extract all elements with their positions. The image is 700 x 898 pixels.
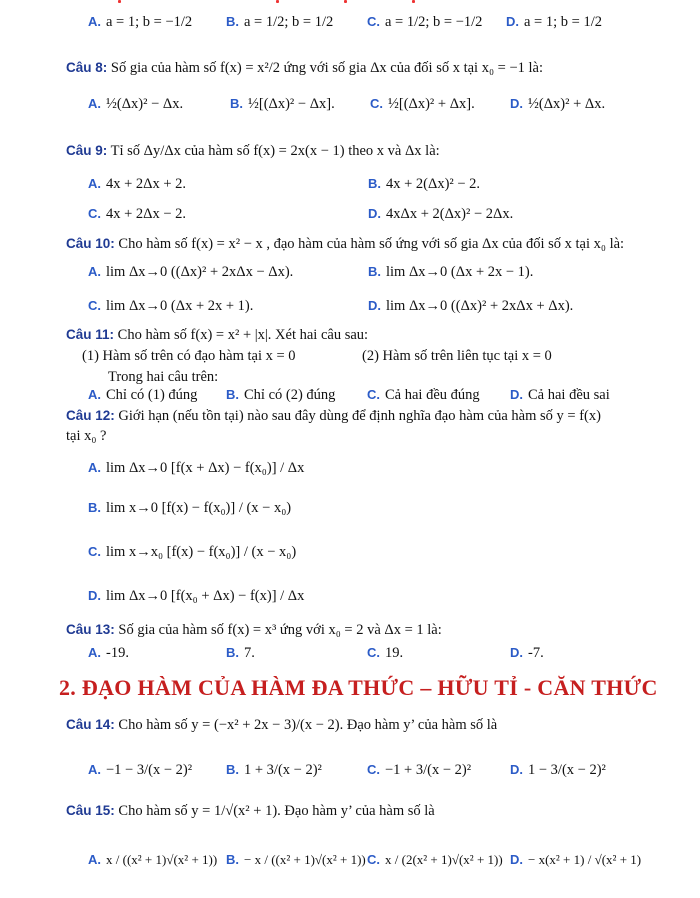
option-letter: D. [88,588,101,603]
q11-heading: Câu 11: [66,327,115,342]
q8-text: Số gia của hàm số f(x) = x²/2 ứng với số gia Δx của đối số x tại x₀ = −1 là: [110,60,543,76]
q15-option-a: A. x / ((x² + 1)√(x² + 1)) [88,852,218,867]
option-letter: B. [88,500,101,515]
q8-option-c: C. ½[(Δx)² + Δx]. [370,96,475,112]
q11-option-a: A. Chỉ có (1) đúng [88,387,198,403]
q15-option-b: B. − x / ((x² + 1)√(x² + 1)) [226,852,366,867]
q8-heading: Câu 8: [66,60,108,75]
q8-question [66,60,700,77]
q8-option-d: D. ½(Δx)² + Δx. [510,96,606,112]
q11-question [66,327,700,344]
option-letter: B. [230,96,243,111]
option-letter: C. [367,852,380,867]
q13-option-b: B. 7. [226,645,255,661]
option-letter: A. [88,264,101,279]
q15-option-c: C. x / (2(x² + 1)√(x² + 1)) [367,852,503,867]
option-letter: A. [88,14,101,29]
option-letter: A. [88,387,101,402]
q7-option-c: C. a = 1/2; b = −1/2 [367,14,483,30]
option-letter: D. [368,206,381,221]
q9-question [66,143,700,160]
q14-text: Cho hàm số y = (−x² + 2x − 3)/(x − 2). Đạo hàm y’ của hàm số là [118,717,498,733]
q11-text: Cho hàm số f(x) = x² + |x|. Xét hai câu sau: [117,327,369,343]
q8-option-b: B. ½[(Δx)² − Δx]. [230,96,335,112]
q14-question [66,717,700,734]
option-letter: B. [226,852,239,867]
q14-option-a: A. −1 − 3/(x − 2)² [88,762,193,778]
option-letter: A. [88,460,101,475]
q13-option-a: A. -19. [88,645,129,661]
q10-heading: Câu 10: [66,236,115,251]
option-letter: B. [226,762,239,777]
q8-option-a: A. ½(Δx)² − Δx. [88,96,184,112]
top-decoration [0,0,700,4]
q10-question [66,236,700,253]
option-letter: C. [370,96,383,111]
q7-option-a: A. a = 1; b = −1/2 [88,14,193,30]
option-letter: A. [88,96,101,111]
q15-heading: Câu 15: [66,803,115,818]
q15-text: Cho hàm số y = 1/√(x² + 1). Đạo hàm y’ của hàm số là [118,803,435,819]
q13-text: Số gia của hàm số f(x) = x³ ứng với x₀ = 2 và Δx = 1 là: [118,622,442,638]
q12-option-c: C. lim x→x₀ [f(x) − f(x₀)] / (x − x₀) [88,544,297,560]
option-letter: D. [510,387,523,402]
q7-option-d: D. a = 1; b = 1/2 [506,14,602,30]
option-letter: C. [88,298,101,313]
q7-option-b: B. a = 1/2; b = 1/2 [226,14,334,30]
q12-heading: Câu 12: [66,408,115,423]
q15-option-d: D. − x(x² + 1) / √(x² + 1) [510,852,642,867]
q14-heading: Câu 14: [66,717,115,732]
q10-option-d: D. lim Δx→0 ((Δx)² + 2xΔx + Δx). [368,298,574,314]
option-letter: C. [88,544,101,559]
q10-option-a: A. lim Δx→0 ((Δx)² + 2xΔx − Δx). [88,264,294,280]
q11-statement-1: (1) Hàm số trên có đạo hàm tại x = 0 [82,348,296,364]
option-letter: C. [367,387,380,402]
q12-text: Giới hạn (nếu tồn tại) nào sau đây dùng để định nghĩa đạo hàm của hàm số y = f(x) [118,408,601,424]
q10-text: Cho hàm số f(x) = x² − x , đạo hàm của hàm số ứng với số gia Δx của đối số x tại x₀ là: [118,236,625,252]
q13-heading: Câu 13: [66,622,115,637]
option-letter: B. [368,264,381,279]
option-letter: A. [88,852,101,867]
q9-option-a: A. 4x + 2Δx + 2. [88,176,187,192]
option-letter: A. [88,645,101,660]
option-letter: D. [510,762,523,777]
q11-option-b: B. Chỉ có (2) đúng [226,387,336,403]
q9-heading: Câu 9: [66,143,108,158]
option-letter: D. [510,645,523,660]
q13-question [66,622,700,639]
q13-option-d: D. -7. [510,645,544,661]
q11-intro: Trong hai câu trên: [108,369,219,385]
q12-option-d: D. lim Δx→0 [f(x₀ + Δx) − f(x)] / Δx [88,588,305,604]
option-letter: D. [506,14,519,29]
option-letter: D. [510,96,523,111]
q11-option-d: D. Cả hai đều sai [510,387,610,403]
q15-question [66,803,700,820]
q11-statement-2: (2) Hàm số trên liên tục tại x = 0 [362,348,552,364]
option-letter: D. [510,852,523,867]
q14-option-c: C. −1 + 3/(x − 2)² [367,762,472,778]
q12-option-b: B. lim x→0 [f(x) − f(x₀)] / (x − x₀) [88,500,292,516]
q14-option-b: B. 1 + 3/(x − 2)² [226,762,322,778]
q14-option-d: D. 1 − 3/(x − 2)² [510,762,606,778]
option-letter: D. [368,298,381,313]
q9-option-d: D. 4xΔx + 2(Δx)² − 2Δx. [368,206,514,222]
option-letter: C. [367,14,380,29]
option-letter: A. [88,176,101,191]
q12-option-a: A. lim Δx→0 [f(x + Δx) − f(x₀)] / Δx [88,460,305,476]
option-letter: B. [226,14,239,29]
option-letter: C. [367,762,380,777]
q9-option-b: B. 4x + 2(Δx)² − 2. [368,176,481,192]
q10-option-c: C. lim Δx→0 (Δx + 2x + 1). [88,298,254,314]
q13-option-c: C. 19. [367,645,404,661]
q12-question [66,408,700,425]
option-letter: B. [226,645,239,660]
section-title: 2. ĐẠO HÀM CỦA HÀM ĐA THỨC – HỮU TỈ - CĂN THỨC [59,675,658,700]
option-letter: C. [88,206,101,221]
option-letter: B. [368,176,381,191]
q9-text: Tỉ số Δy/Δx của hàm số f(x) = 2x(x − 1) theo x và Δx là: [110,143,440,159]
q9-option-c: C. 4x + 2Δx − 2. [88,206,187,222]
q10-option-b: B. lim Δx→0 (Δx + 2x − 1). [368,264,534,280]
option-letter: A. [88,762,101,777]
option-letter: B. [226,387,239,402]
option-letter: C. [367,645,380,660]
q11-option-c: C. Cả hai đều đúng [367,387,480,403]
q12-text-continued: tại x₀ ? [66,428,107,444]
